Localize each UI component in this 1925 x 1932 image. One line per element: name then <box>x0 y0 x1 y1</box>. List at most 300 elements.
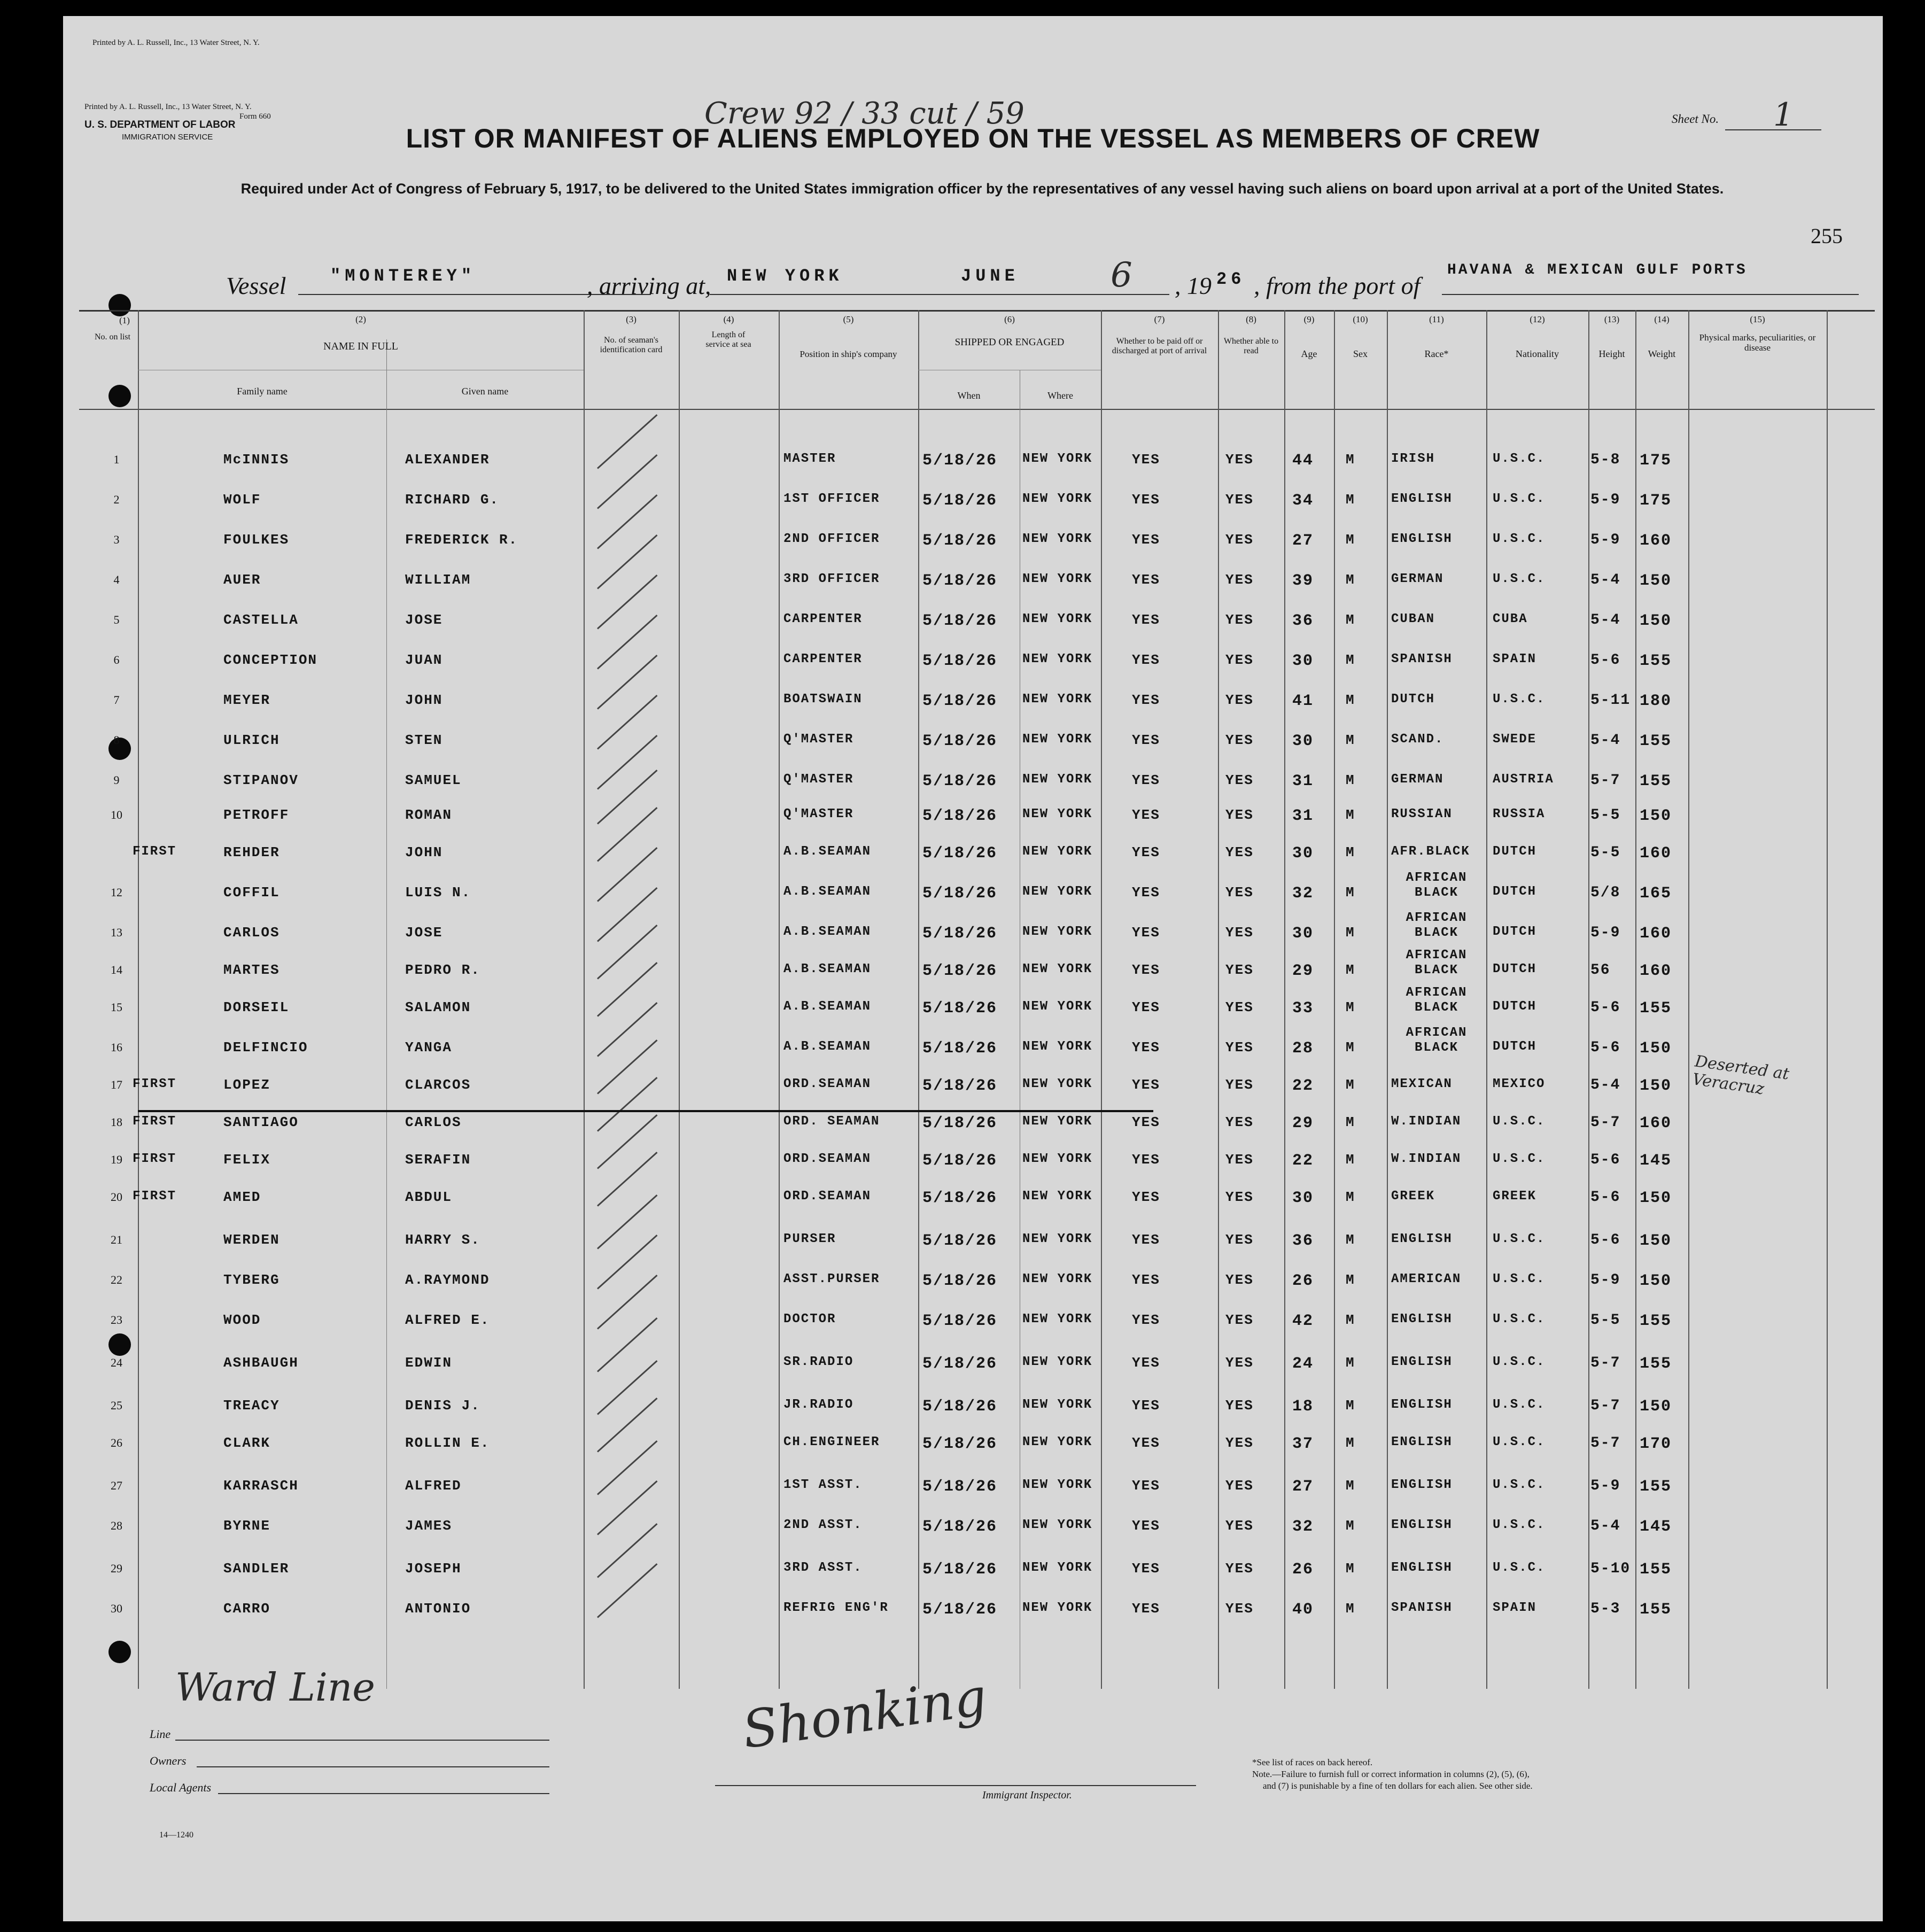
form-number: Form 660 <box>239 112 271 121</box>
cell-race: AFRICAN BLACK <box>1406 986 1468 1015</box>
cell-marks <box>1694 820 1815 837</box>
cell-position: CARPENTER <box>783 612 863 626</box>
row-17-strikethrough <box>138 1110 1153 1112</box>
cell-nat: DUTCH <box>1493 884 1537 899</box>
cell-height: 5-6 <box>1590 1232 1621 1248</box>
col-age-header: Age <box>1301 348 1317 359</box>
cell-given: ALFRED <box>405 1478 462 1494</box>
cell-sex: M <box>1346 999 1355 1015</box>
cell-given: ALFRED E. <box>405 1312 490 1328</box>
cell-age: 22 <box>1292 1077 1314 1095</box>
service-name: IMMIGRATION SERVICE <box>122 133 213 142</box>
col-14-number: (14) <box>1654 314 1670 324</box>
cell-pre: FIRST <box>133 1152 177 1166</box>
cell-given: JOSE <box>405 612 443 628</box>
cell-race: ENGLISH <box>1391 1561 1453 1575</box>
cell-marks <box>1694 1127 1815 1144</box>
cell-pre: FIRST <box>133 1077 177 1091</box>
cell-position: DOCTOR <box>783 1312 836 1326</box>
check-mark-icon <box>597 1563 657 1618</box>
cell-read: YES <box>1225 1478 1254 1494</box>
table-header-rule <box>79 409 1875 410</box>
cell-when: 5/18/26 <box>922 844 998 863</box>
vessel-line <box>63 255 1883 305</box>
col-race-header: Race* <box>1424 348 1449 359</box>
cell-age: 36 <box>1292 612 1314 630</box>
col-12-number: (12) <box>1530 314 1545 324</box>
col-3-number: (3) <box>626 314 637 324</box>
cell-age: 29 <box>1292 1114 1314 1132</box>
cell-given: RICHARD G. <box>405 492 500 508</box>
cell-height: 5-6 <box>1590 1189 1621 1206</box>
cell-marks <box>1694 1165 1815 1182</box>
cell-height: 5-10 <box>1590 1561 1631 1577</box>
cell-marks <box>1694 507 1815 524</box>
cell-family: LOPEZ <box>223 1077 271 1093</box>
cell-when: 5/18/26 <box>922 1478 998 1496</box>
cell-family: WOLF <box>223 492 261 508</box>
cell-family: ULRICH <box>223 732 280 748</box>
cell-weight: 180 <box>1640 692 1672 710</box>
cell-age: 24 <box>1292 1355 1314 1373</box>
cell-age: 30 <box>1292 1189 1314 1207</box>
cell-read: YES <box>1225 1398 1254 1414</box>
col-7-number: (7) <box>1154 314 1165 324</box>
cell-given: EDWIN <box>405 1355 453 1371</box>
row-number: 16 <box>111 1041 122 1054</box>
col-9-number: (9) <box>1303 314 1315 324</box>
cell-nat: U.S.C. <box>1493 1312 1546 1326</box>
cell-height: 5-6 <box>1590 1152 1621 1168</box>
cell-where: NEW YORK <box>1022 692 1093 707</box>
cell-height: 5-4 <box>1590 1518 1621 1534</box>
cell-height: 5-4 <box>1590 1077 1621 1093</box>
cell-marks <box>1694 748 1815 765</box>
cell-where: NEW YORK <box>1022 572 1093 586</box>
cell-sex: M <box>1346 1232 1355 1248</box>
cell-when: 5/18/26 <box>922 652 998 670</box>
cell-family: BYRNE <box>223 1518 271 1534</box>
cell-sex: M <box>1346 1039 1355 1056</box>
cell-age: 30 <box>1292 652 1314 670</box>
cell-where: NEW YORK <box>1022 1272 1093 1286</box>
cell-when: 5/18/26 <box>922 772 998 790</box>
cell-nat: SWEDE <box>1493 732 1537 747</box>
row-number: 17 <box>111 1078 122 1091</box>
cell-position: REFRIG ENG'R <box>783 1601 889 1615</box>
cell-paid: YES <box>1132 532 1160 548</box>
cell-pre: FIRST <box>133 1189 177 1204</box>
cell-sex: M <box>1346 652 1355 668</box>
cell-where: NEW YORK <box>1022 1561 1093 1575</box>
cell-where: NEW YORK <box>1022 1189 1093 1204</box>
cell-given: JAMES <box>405 1518 453 1534</box>
cell-height: 5-9 <box>1590 532 1621 548</box>
cell-height: 56 <box>1590 962 1611 979</box>
cell-where: NEW YORK <box>1022 999 1093 1014</box>
cell-paid: YES <box>1132 692 1160 708</box>
cell-family: MEYER <box>223 692 271 708</box>
col-paid-header: Whether to be paid off or discharged at port of arrival <box>1112 337 1207 355</box>
cell-nat: U.S.C. <box>1493 1355 1546 1369</box>
cell-age: 31 <box>1292 807 1314 825</box>
cell-paid: YES <box>1132 1189 1160 1205</box>
cell-marks <box>1694 1453 1815 1470</box>
cell-given: DENIS J. <box>405 1398 480 1414</box>
cell-family: WERDEN <box>223 1232 280 1248</box>
cell-paid: YES <box>1132 1398 1160 1414</box>
cell-family: REHDER <box>223 844 280 860</box>
cell-marks <box>1694 1373 1815 1390</box>
cell-position: MASTER <box>783 452 836 466</box>
col-8-number: (8) <box>1246 314 1256 324</box>
cell-where: NEW YORK <box>1022 1077 1093 1091</box>
cell-paid: YES <box>1132 1601 1160 1617</box>
cell-read: YES <box>1225 1601 1254 1617</box>
cell-read: YES <box>1225 772 1254 788</box>
sheet-number: 1 <box>1773 96 1794 134</box>
cell-family: FOULKES <box>223 532 290 548</box>
cell-age: 28 <box>1292 1039 1314 1058</box>
cell-family: CONCEPTION <box>223 652 318 668</box>
cell-sex: M <box>1346 1152 1355 1168</box>
cell-when: 5/18/26 <box>922 1518 998 1536</box>
cell-age: 26 <box>1292 1272 1314 1290</box>
cell-paid: YES <box>1132 1152 1160 1168</box>
cell-read: YES <box>1225 962 1254 978</box>
cell-nat: SPAIN <box>1493 652 1537 666</box>
cell-weight: 150 <box>1640 1077 1672 1095</box>
row-number: 26 <box>111 1436 122 1449</box>
cell-family: ASHBAUGH <box>223 1355 299 1371</box>
cell-where: NEW YORK <box>1022 1478 1093 1492</box>
cell-marks <box>1694 1015 1815 1032</box>
cell-where: NEW YORK <box>1022 1152 1093 1166</box>
cell-given: JOSE <box>405 925 443 941</box>
cell-paid: YES <box>1132 1114 1160 1130</box>
col-15-number: (15) <box>1750 314 1765 324</box>
cell-when: 5/18/26 <box>922 1398 998 1416</box>
cell-height: 5-6 <box>1590 1039 1621 1056</box>
cell-height: 5-4 <box>1590 612 1621 629</box>
cell-age: 40 <box>1292 1601 1314 1619</box>
col-given-header: Given name <box>461 386 509 397</box>
cell-given: SAMUEL <box>405 772 462 788</box>
fine-note-2: and (7) is punishable by a fine of ten dollars for each alien. See other side. <box>1263 1781 1533 1791</box>
cell-read: YES <box>1225 1272 1254 1288</box>
cell-sex: M <box>1346 572 1355 588</box>
cell-when: 5/18/26 <box>922 884 998 903</box>
cell-family: KARRASCH <box>223 1478 299 1494</box>
cell-marks <box>1694 1287 1815 1305</box>
cell-marks <box>1694 782 1815 800</box>
cell-paid: YES <box>1132 772 1160 788</box>
cell-given: LUIS N. <box>405 884 471 901</box>
cell-paid: YES <box>1132 999 1160 1015</box>
cell-read: YES <box>1225 807 1254 823</box>
cell-race: ENGLISH <box>1391 1355 1453 1369</box>
cell-family: AMED <box>223 1189 261 1205</box>
cell-sex: M <box>1346 732 1355 748</box>
cell-read: YES <box>1225 492 1254 508</box>
cell-height: 5-6 <box>1590 652 1621 669</box>
row-number: 13 <box>111 926 122 939</box>
col-11-number: (11) <box>1429 314 1444 324</box>
cell-read: YES <box>1225 1077 1254 1093</box>
cell-position: CH.ENGINEER <box>783 1435 880 1449</box>
cell-height: 5-5 <box>1590 807 1621 824</box>
cell-where: NEW YORK <box>1022 1518 1093 1532</box>
cell-where: NEW YORK <box>1022 1601 1093 1615</box>
cell-read: YES <box>1225 1518 1254 1534</box>
cell-family: AUER <box>223 572 261 588</box>
cell-sex: M <box>1346 532 1355 548</box>
cell-age: 39 <box>1292 572 1314 590</box>
cell-position: CARPENTER <box>783 652 863 666</box>
cell-sex: M <box>1346 772 1355 788</box>
cell-when: 5/18/26 <box>922 1312 998 1330</box>
check-mark-icon <box>597 1480 657 1535</box>
cell-weight: 150 <box>1640 1232 1672 1250</box>
cell-marks <box>1694 587 1815 604</box>
cell-family: TREACY <box>223 1398 280 1414</box>
cell-family: FELIX <box>223 1152 271 1168</box>
cell-marks <box>1694 1493 1815 1510</box>
cell-weight: 145 <box>1640 1152 1672 1170</box>
cell-paid: YES <box>1132 1272 1160 1288</box>
cell-weight: 155 <box>1640 772 1672 790</box>
cell-family: McINNIS <box>223 452 290 468</box>
cell-when: 5/18/26 <box>922 1601 998 1619</box>
cell-nat: DUTCH <box>1493 1039 1537 1054</box>
from-label: , from the port of <box>1254 272 1421 299</box>
cell-marks <box>1694 1207 1815 1224</box>
cell-sex: M <box>1346 1601 1355 1617</box>
col-marks-header: Physical marks, peculiarities, or disease <box>1699 332 1816 353</box>
cell-sex: M <box>1346 1077 1355 1093</box>
cell-position: 2ND OFFICER <box>783 532 880 546</box>
cell-given: SALAMON <box>405 999 471 1015</box>
cell-when: 5/18/26 <box>922 1232 998 1250</box>
printer-imprint-top: Printed by A. L. Russell, Inc., 13 Water Street, N. Y. <box>92 38 260 47</box>
cell-height: 5-3 <box>1590 1601 1621 1617</box>
cell-position: A.B.SEAMAN <box>783 999 872 1014</box>
col-13-number: (13) <box>1604 314 1620 324</box>
cell-paid: YES <box>1132 1077 1160 1093</box>
cell-paid: YES <box>1132 1232 1160 1248</box>
cell-sex: M <box>1346 1355 1355 1371</box>
cell-weight: 170 <box>1640 1435 1672 1453</box>
cell-weight: 155 <box>1640 1478 1672 1496</box>
cell-position: ORD.SEAMAN <box>783 1152 872 1166</box>
cell-when: 5/18/26 <box>922 925 998 943</box>
cell-read: YES <box>1225 1114 1254 1130</box>
row-number: 25 <box>111 1399 122 1412</box>
cell-age: 37 <box>1292 1435 1314 1453</box>
cell-weight: 160 <box>1640 925 1672 943</box>
cell-weight: 160 <box>1640 532 1672 550</box>
punch-hole <box>108 1641 131 1663</box>
page-subtitle: Required under Act of Congress of February 5, 1917, to be delivered to the United States immigration officer by the representatives of any vessel having such aliens on board upon arrival at a port of the United States. <box>240 181 1724 197</box>
cell-when: 5/18/26 <box>922 1355 998 1373</box>
cell-family: TYBERG <box>223 1272 280 1288</box>
cell-read: YES <box>1225 652 1254 668</box>
cell-where: NEW YORK <box>1022 807 1093 821</box>
cell-sex: M <box>1346 1478 1355 1494</box>
cell-paid: YES <box>1132 844 1160 860</box>
cell-marks <box>1694 668 1815 685</box>
cell-sex: M <box>1346 1435 1355 1451</box>
fine-note-1: Note.—Failure to furnish full or correct information in columns (2), (5), (6), <box>1252 1769 1530 1779</box>
cell-sex: M <box>1346 1272 1355 1288</box>
cell-given: A.RAYMOND <box>405 1272 490 1288</box>
cell-position: A.B.SEAMAN <box>783 844 872 859</box>
cell-sex: M <box>1346 807 1355 823</box>
cell-given: ROMAN <box>405 807 453 823</box>
cell-height: 5-9 <box>1590 492 1621 508</box>
cell-marks <box>1694 627 1815 645</box>
cell-age: 34 <box>1292 492 1314 510</box>
cell-read: YES <box>1225 844 1254 860</box>
cell-family: DELFINCIO <box>223 1039 308 1056</box>
cell-when: 5/18/26 <box>922 1561 998 1579</box>
cell-given: ALEXANDER <box>405 452 490 468</box>
cell-given: CARLOS <box>405 1114 462 1130</box>
cell-where: NEW YORK <box>1022 1398 1093 1412</box>
cell-when: 5/18/26 <box>922 532 998 550</box>
cell-height: 5-7 <box>1590 1398 1621 1414</box>
cell-when: 5/18/26 <box>922 732 998 750</box>
cell-where: NEW YORK <box>1022 925 1093 939</box>
cell-race: W.INDIAN <box>1391 1114 1462 1129</box>
cell-nat: DUTCH <box>1493 844 1537 859</box>
cell-given: PEDRO R. <box>405 962 480 978</box>
cell-marks <box>1694 1247 1815 1264</box>
cell-when: 5/18/26 <box>922 1272 998 1290</box>
row-number: 15 <box>111 1000 122 1014</box>
cell-race: ENGLISH <box>1391 1232 1453 1246</box>
cell-race: AFRICAN BLACK <box>1406 1026 1468 1055</box>
cell-when: 5/18/26 <box>922 999 998 1018</box>
cell-race: DUTCH <box>1391 692 1435 707</box>
cell-given: FREDERICK R. <box>405 532 518 548</box>
cell-height: 5-11 <box>1590 692 1631 709</box>
cell-family: MARTES <box>223 962 280 978</box>
cell-nat: MEXICO <box>1493 1077 1546 1091</box>
cell-when: 5/18/26 <box>922 492 998 510</box>
cell-height: 5-6 <box>1590 999 1621 1016</box>
cell-race: MEXICAN <box>1391 1077 1453 1091</box>
cell-race: GREEK <box>1391 1189 1435 1204</box>
cell-weight: 155 <box>1640 999 1672 1018</box>
line-label: Line <box>150 1727 171 1741</box>
cell-read: YES <box>1225 572 1254 588</box>
cell-sex: M <box>1346 962 1355 978</box>
cell-given: SERAFIN <box>405 1152 471 1168</box>
cell-when: 5/18/26 <box>922 1039 998 1058</box>
cell-age: 27 <box>1292 1478 1314 1496</box>
cell-weight: 155 <box>1640 1601 1672 1619</box>
cell-given: CLARCOS <box>405 1077 471 1093</box>
col-name-header: NAME IN FULL <box>323 340 398 352</box>
cell-where: NEW YORK <box>1022 1435 1093 1449</box>
row-number: 28 <box>111 1519 122 1532</box>
cell-paid: YES <box>1132 1312 1160 1328</box>
cell-weight: 150 <box>1640 1272 1672 1290</box>
cell-sex: M <box>1346 612 1355 628</box>
cell-race: AMERICAN <box>1391 1272 1462 1286</box>
cell-where: NEW YORK <box>1022 884 1093 899</box>
cell-age: 41 <box>1292 692 1314 710</box>
cell-position: Q'MASTER <box>783 732 854 747</box>
cell-marks <box>1694 1330 1815 1347</box>
cell-marks <box>1694 900 1815 917</box>
cell-weight: 160 <box>1640 1114 1672 1132</box>
vessel-name: "MONTEREY" <box>330 266 476 286</box>
cell-weight: 155 <box>1640 1355 1672 1373</box>
cell-when: 5/18/26 <box>922 1189 998 1207</box>
cell-when: 5/18/26 <box>922 1114 998 1132</box>
cell-nat: U.S.C. <box>1493 572 1546 586</box>
cell-race: AFRICAN BLACK <box>1406 911 1468 940</box>
cell-race: ENGLISH <box>1391 532 1453 546</box>
cell-where: NEW YORK <box>1022 612 1093 626</box>
cell-paid: YES <box>1132 652 1160 668</box>
cell-marks <box>1694 1536 1815 1553</box>
cell-nat: U.S.C. <box>1493 1152 1546 1166</box>
cell-position: 1ST ASST. <box>783 1478 863 1492</box>
cell-when: 5/18/26 <box>922 572 998 590</box>
cell-weight: 160 <box>1640 962 1672 980</box>
check-mark-icon <box>597 1275 657 1330</box>
cell-height: 5-9 <box>1590 1272 1621 1289</box>
cell-height: 5-5 <box>1590 844 1621 861</box>
cell-where: NEW YORK <box>1022 532 1093 546</box>
cell-sex: M <box>1346 1398 1355 1414</box>
cell-family: CARRO <box>223 1601 271 1617</box>
row-number: 4 <box>113 573 120 586</box>
row-number: 2 <box>113 493 120 506</box>
table-top-rule <box>79 310 1875 312</box>
row-number: 12 <box>111 886 122 899</box>
row-number: 23 <box>111 1313 122 1326</box>
cell-paid: YES <box>1132 732 1160 748</box>
cell-position: A.B.SEAMAN <box>783 884 872 899</box>
col-family-header: Family name <box>237 386 288 397</box>
cell-age: 27 <box>1292 532 1314 550</box>
local-agents-label: Local Agents <box>150 1781 212 1794</box>
cell-where: NEW YORK <box>1022 732 1093 747</box>
cell-nat: SPAIN <box>1493 1601 1537 1615</box>
cell-paid: YES <box>1132 452 1160 468</box>
col-5-number: (5) <box>843 314 854 324</box>
col-2-number: (2) <box>355 314 366 324</box>
cell-family: SANDLER <box>223 1561 290 1577</box>
cell-read: YES <box>1225 732 1254 748</box>
col-1-number: (1) <box>119 315 130 325</box>
cell-read: YES <box>1225 532 1254 548</box>
cell-position: A.B.SEAMAN <box>783 1039 872 1054</box>
cell-given: WILLIAM <box>405 572 471 588</box>
cell-family: CARLOS <box>223 925 280 941</box>
row-number: 1 <box>113 453 120 466</box>
year-prefix: , 19 <box>1175 272 1212 299</box>
cell-family: PETROFF <box>223 807 290 823</box>
cell-when: 5/18/26 <box>922 962 998 980</box>
row-number: 3 <box>113 533 120 546</box>
cell-pre: FIRST <box>133 844 177 859</box>
cell-nat: DUTCH <box>1493 999 1537 1014</box>
